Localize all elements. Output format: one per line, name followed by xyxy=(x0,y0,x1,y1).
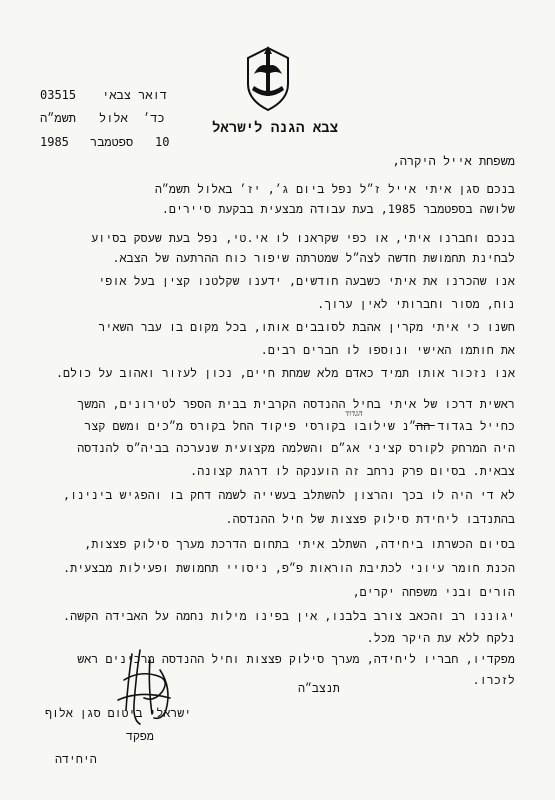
gregorian-day: 10 xyxy=(155,135,170,149)
body-line: אנו שהכרנו את איתי כשבעה חודשים, ידענו שקלטנו קצין בעל אופי xyxy=(98,274,515,288)
body-line: ראשית דרכו של איתי בחיל ההנדסה הקרבית בבית הספר לטירונים, המשך xyxy=(77,397,515,411)
body-line: בהתנדבו ליחידת סילוק פצצות של חיל ההנדסה. xyxy=(225,512,515,526)
gregorian-month: ספטמבר xyxy=(90,135,134,149)
body-line: בנכם סגן איתי אייל ז״ל נפל ביום ג׳, יז׳ באלול תשמ״ה xyxy=(154,182,515,196)
body-line: יגוננו רב והכאב צורב בלבנו, אין בפינו מילות נחמה על האבידה הקשה. xyxy=(63,609,515,623)
body-line: לזכרו. xyxy=(472,673,515,687)
body-line: לא די היה לו בכך והרצון להשתלב בעשייה לשמה דחק בו והפגיש בינינו, xyxy=(63,488,515,502)
body-line: היה המרחק לקורס קציני אג״ם והשלמה מקצועית שנערכה בביה״ס להנדסה xyxy=(77,441,515,455)
body-line: שלושה בספטמבר 1985, בעת עבודה מבצעית בבקעת סיירים. xyxy=(161,202,515,216)
handwritten-insert: הגדוד xyxy=(345,409,363,418)
signatory-unit: היחידה xyxy=(55,752,97,766)
body-line: צבאית. בסיום פרק נרחב זה הוענקה לו דרגת קצונה. xyxy=(190,464,515,478)
signatory-role: מפקד xyxy=(126,729,154,743)
mail-label: דואר צבאי xyxy=(102,88,167,102)
body-line: הורים ובני משפחה יקרים, xyxy=(352,585,515,599)
body-line: חשנו כי איתי מקרין אהבת לסובבים אותו, בכל מקום בו עבר השאיר xyxy=(98,320,515,334)
hebrew-day: כד׳ xyxy=(143,111,165,125)
body-line: אנו נזכור אותו תמיד כאדם מלא שמחת חיים, נכון לעזור ואהוב על כולם. xyxy=(55,366,515,380)
closing: תנצב״ה xyxy=(298,681,340,695)
body-line: הכנת חומר עיוני לכתיבת הוראות פ״פ, ניסויי תחמושת ופעילות מבצעית. xyxy=(63,561,515,575)
body-line: כחייל בגדוד הה״נ שילובו בקורסי פיקוד החל בקורס מ״כים ומשם קצר xyxy=(84,419,515,433)
body-line: בסיום הכשרתו ביחידה, השתלב איתי בתחום הדרכת מערך סילוק פצצות, xyxy=(84,537,515,551)
hebrew-year: תשמ״ה xyxy=(40,111,77,125)
body-line: בנכם וחברנו איתי, או כפי שקראנו לו אי.טי, נפל בעת שעסק בסיוע xyxy=(91,231,515,245)
body-line: את חותמו האישי ונוספו לו חברים רבים. xyxy=(260,343,515,357)
body-line: נוח, מסור וחברותי לאין ערוך. xyxy=(317,297,515,311)
idf-emblem-icon xyxy=(238,44,298,114)
mail-number: 03515 xyxy=(40,88,77,102)
salutation: משפחת אייל היקרה, xyxy=(392,154,515,168)
body-line: נלקח ללא עת היקר מכל. xyxy=(366,631,515,645)
org-name: צבא הגנה לישראל xyxy=(212,120,339,136)
signatory-name: ישראלי ביטום סגן אלוף xyxy=(45,706,192,720)
gregorian-year: 1985 xyxy=(40,135,69,149)
body-line: לבחינת תחמושת חדשה לצה״ל שמטרתה שיפור כוח ההרתעה של הצבא. xyxy=(112,251,515,265)
body-line: מפקדיו, חבריו ליחידה, מערך סילוק פצצות וחיל ההנדסה מרכינים ראש xyxy=(77,652,515,666)
hebrew-month: אלול xyxy=(99,111,128,125)
